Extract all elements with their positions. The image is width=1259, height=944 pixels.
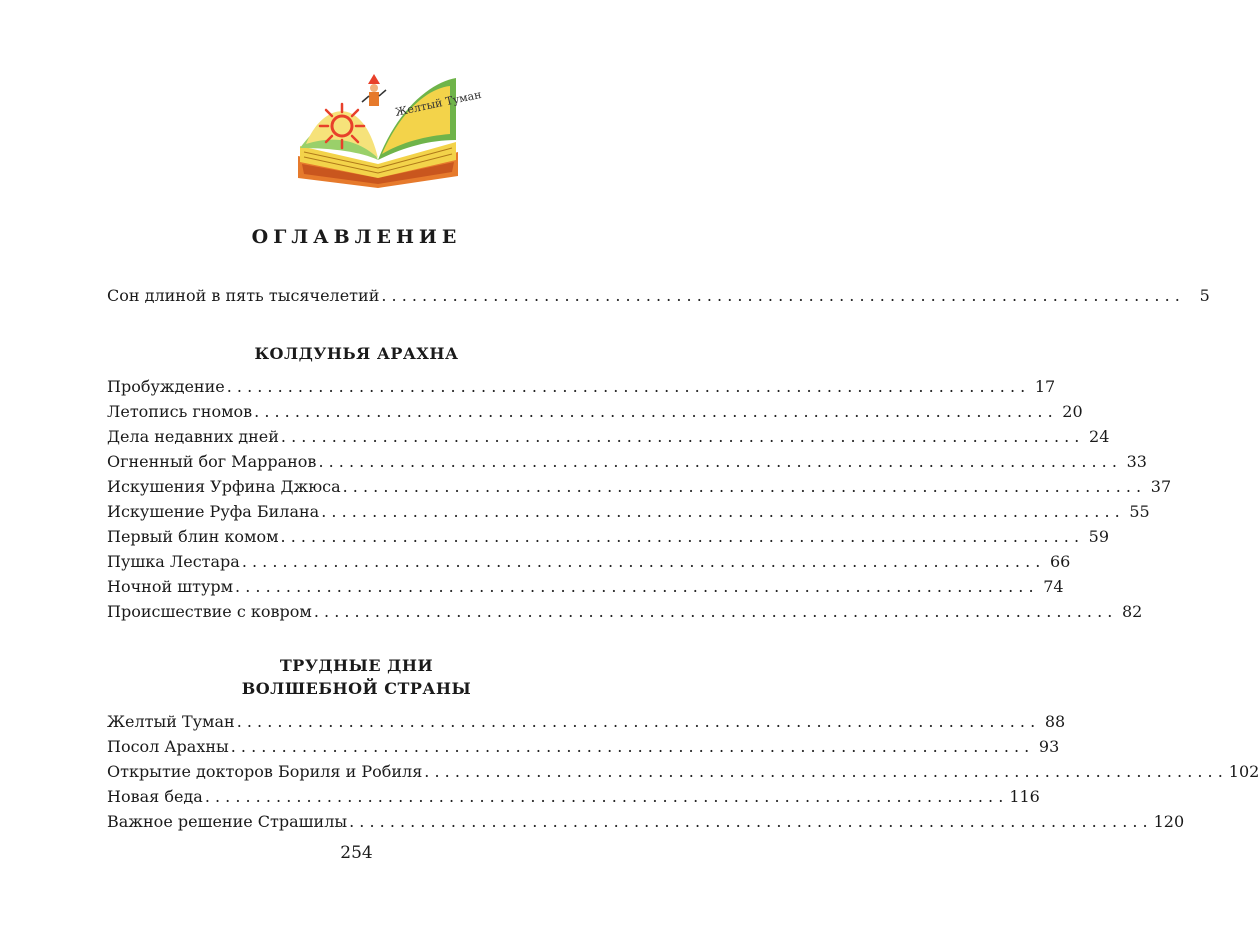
toc-entry[interactable]: [107, 474, 1172, 499]
toc-entry[interactable]: [107, 734, 1060, 759]
entry-title: Искушение Руфа Билана: [107, 502, 320, 521]
dot-leader: [349, 809, 1148, 834]
dot-leader: [281, 424, 1080, 449]
toc-section-1-list: [107, 374, 1172, 624]
page-number: 254: [340, 843, 373, 863]
dot-leader: [281, 524, 1080, 549]
dot-leader: [318, 449, 1117, 474]
toc-entry[interactable]: [107, 283, 1210, 308]
book-illustration-logo: [292, 68, 483, 190]
toc-entry[interactable]: [107, 374, 1056, 399]
toc-section-2-list: [107, 709, 1259, 834]
section-heading-1: КОЛДУНЬЯ АРАХНА: [254, 344, 459, 363]
section-heading-2: ТРУДНЫЕ ДНИ ВОЛШЕБНОЙ СТРАНЫ: [241, 656, 472, 698]
entry-title: Происшествие с ковром: [107, 602, 312, 621]
toc-entry[interactable]: [107, 424, 1110, 449]
entry-page: 37: [1150, 477, 1172, 496]
dot-leader: [254, 399, 1053, 424]
entry-title: Первый блин комом: [107, 527, 279, 546]
entry-page: 66: [1049, 552, 1071, 571]
entry-page: 17: [1034, 377, 1056, 396]
toc-entry[interactable]: [107, 784, 1040, 809]
entry-page: 59: [1088, 527, 1110, 546]
entry-title: Дела недавних дней: [107, 427, 279, 446]
toc-title: ОГЛАВЛЕНИЕ: [251, 226, 462, 248]
entry-title: Важное решение Страшилы: [107, 812, 348, 831]
entry-title: Искушения Урфина Джюса: [107, 477, 341, 496]
entry-title: Новая беда: [107, 787, 203, 806]
dot-leader: [205, 784, 1004, 809]
entry-page: 116: [1009, 787, 1040, 806]
dot-leader: [227, 374, 1026, 399]
entry-title: Пушка Лестара: [107, 552, 240, 571]
dot-leader: [314, 599, 1113, 624]
dot-leader: [381, 283, 1180, 308]
toc-entry[interactable]: [107, 549, 1071, 574]
entry-title: Желтый Туман: [107, 712, 235, 731]
entry-title: Пробуждение: [107, 377, 225, 396]
entry-page: 33: [1126, 452, 1147, 471]
toc-entry[interactable]: [107, 524, 1110, 549]
dot-leader: [424, 759, 1223, 784]
entry-page: 120: [1153, 812, 1185, 831]
toc-entry[interactable]: [107, 499, 1150, 524]
entry-page: 20: [1062, 402, 1083, 421]
entry-page: 88: [1044, 712, 1066, 731]
entry-page: 55: [1129, 502, 1150, 521]
dot-leader: [231, 734, 1030, 759]
toc-entry[interactable]: [107, 709, 1066, 734]
entry-page: 24: [1089, 427, 1110, 446]
dot-leader: [237, 709, 1036, 734]
entry-page: 82: [1121, 602, 1143, 621]
dot-leader: [235, 574, 1034, 599]
entry-title: Летопись гномов: [107, 402, 253, 421]
entry-page: 74: [1043, 577, 1064, 596]
entry-title: Огненный бог Марранов: [107, 452, 317, 471]
entry-title: Ночной штурм: [107, 577, 234, 596]
toc-entry[interactable]: [107, 759, 1259, 784]
toc-entry[interactable]: [107, 399, 1083, 424]
toc-entry[interactable]: [107, 449, 1147, 474]
entry-page: 93: [1038, 737, 1060, 756]
entry-page: 5: [1199, 286, 1210, 305]
toc-entry[interactable]: [107, 574, 1064, 599]
entry-page: 102: [1228, 762, 1259, 781]
dot-leader: [321, 499, 1120, 524]
toc-entry[interactable]: [107, 809, 1185, 834]
dot-leader: [343, 474, 1142, 499]
toc-intro-list: [107, 283, 1210, 308]
entry-title: Посол Арахны: [107, 737, 229, 756]
dot-leader: [242, 549, 1041, 574]
svg-text:Желтый Туман: Желтый Туман: [393, 87, 483, 119]
entry-title: Открытие докторов Бориля и Робиля: [107, 762, 423, 781]
toc-entry[interactable]: [107, 599, 1143, 624]
entry-title: Сон длиной в пять тысячелетий: [107, 286, 380, 305]
